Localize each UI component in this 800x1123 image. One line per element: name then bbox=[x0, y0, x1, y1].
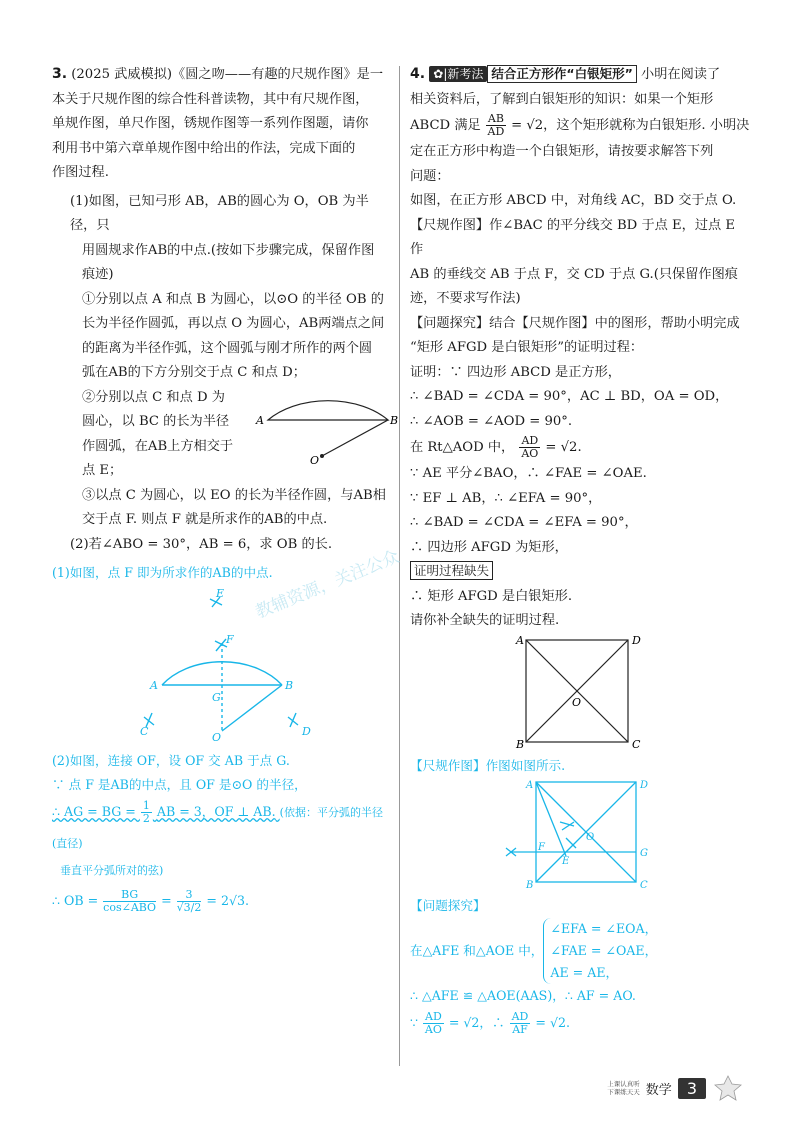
rt-text: 在 Rt△AOD 中， bbox=[410, 440, 515, 455]
q4-square-figure bbox=[410, 634, 750, 750]
watermark: 教辅资源，关注公众 bbox=[252, 546, 403, 623]
q4-proof-0: 证明：∵ 四边形 ABCD 是正方形， bbox=[410, 364, 621, 380]
right-column bbox=[410, 62, 750, 1038]
q4-line-2 bbox=[410, 112, 750, 140]
basis-note-2: 垂直平分弧所对的弦) bbox=[60, 864, 164, 877]
ans-label-d: D bbox=[302, 725, 311, 738]
q4-ans-construct bbox=[410, 754, 750, 778]
q3-step-2: 的距离为半径作弧，这个圆弧与刚才所作的两个圆 bbox=[82, 340, 373, 356]
fig-label-b: B bbox=[390, 413, 399, 427]
q3-answer-2-2: ∵ 点 F 是AB的中点，且 OF 是⊙O 的半径， bbox=[52, 777, 307, 792]
final-frac-2 bbox=[510, 1011, 531, 1036]
q4-end-1: 请你补全缺失的证明过程. bbox=[410, 613, 560, 628]
ag-text: ∴ AG = BG = bbox=[52, 804, 136, 819]
fig-label-a: A bbox=[256, 413, 264, 427]
q4-line-6: 如图，在正方形 ABCD 中，对角线 AC，BD 交于点 O. bbox=[410, 193, 737, 208]
ans4-label-e: E bbox=[562, 855, 570, 867]
because-sym: ∵ bbox=[410, 1014, 419, 1030]
ans-label-a: A bbox=[150, 679, 158, 692]
sq-label-d: D bbox=[632, 633, 641, 647]
sq-label-o: O bbox=[572, 695, 582, 709]
ans4-label-d: D bbox=[640, 779, 649, 791]
q3-step-0: ①分别以点 A 和点 B 为圆心，以⊙O 的半径 OB 的 bbox=[82, 291, 384, 307]
q4-head bbox=[410, 62, 750, 88]
q4-ans-final bbox=[410, 1008, 750, 1038]
q4-ans-explore: 【问题探究】 bbox=[410, 897, 486, 913]
q3-answer-figure bbox=[112, 585, 332, 745]
ans-label-f: F bbox=[226, 633, 234, 646]
q3-line-0: (2025 武威模拟)《圆之吻——有趣的尺规作图》是一 bbox=[71, 67, 384, 82]
q3-part1-1: 用圆规求作AB的中点.(按如下步骤完成，保留作图 bbox=[82, 242, 375, 258]
q4-line-3: = √2，这个矩形就称为白银矩形. 小明决 bbox=[511, 118, 750, 133]
left-column bbox=[52, 62, 399, 914]
q4-explore-1: “矩形 AFGD 是白银矩形”的证明过程： bbox=[410, 340, 644, 355]
final-ao: AO bbox=[424, 1022, 442, 1036]
ratio-num: AB bbox=[487, 112, 504, 125]
ob-den: cos∠ABO bbox=[103, 901, 157, 914]
q3-step-4: ②分别以点 C 和点 D 为 bbox=[82, 389, 225, 405]
q3-part1-0: (1)如图，已知弓形 AB，AB的圆心为 O，OB 为半径，只 bbox=[70, 193, 369, 233]
ans4-label-g: G bbox=[640, 847, 648, 859]
missing-proof-row bbox=[410, 560, 750, 585]
q3-answer-2-4 bbox=[52, 889, 392, 914]
ans4-label-b: B bbox=[526, 879, 534, 890]
q4-explore-0: 【问题探究】结合【尺规作图】中的图形，帮助小明完成 bbox=[410, 315, 740, 331]
q3-step-9: 交于点 F. 则点 F 就是所求作的AB的中点. bbox=[82, 512, 328, 527]
ob-frac2 bbox=[177, 889, 202, 914]
q3-answer-1: (1)如图，点 F 即为所求作的AB的中点. bbox=[52, 565, 273, 580]
q4-answer-figure bbox=[410, 778, 750, 890]
ao-den: AO bbox=[521, 447, 539, 460]
slogan-line-1: 上课认真听 bbox=[607, 1080, 640, 1088]
ratio-den: AD bbox=[487, 125, 505, 138]
q3-step-6: 作圆弧，在AB上方相交于 bbox=[82, 438, 234, 454]
ans4-label-f: F bbox=[538, 841, 545, 853]
q3-step-3: 弧在AB的下方分别交于点 C 和点 D； bbox=[82, 365, 306, 380]
q4-line-1: 相关资料后，了解到白银矩形的知识：如果一个矩形 bbox=[410, 91, 714, 107]
q4-proof-6: ∵ EF ⊥ AB，∴ ∠EFA = 90°， bbox=[410, 490, 602, 506]
q4-construct-0: 【尺规作图】作∠BAC 的平分线交 BD 于点 E，过点 E 作 bbox=[410, 217, 736, 257]
page-footer bbox=[607, 1075, 744, 1101]
fig-label-o: O bbox=[310, 453, 320, 467]
star-logo-icon bbox=[712, 1075, 744, 1101]
final-af: AF bbox=[512, 1022, 528, 1036]
q4-abcd: ABCD 满足 bbox=[410, 118, 481, 133]
q3-step-7: 点 E； bbox=[82, 463, 123, 478]
final-mid: = √2，∴ bbox=[448, 1014, 505, 1030]
ob-frac bbox=[103, 889, 156, 914]
cond-angle-efa: ∠EFA = ∠EOA， bbox=[550, 920, 658, 936]
q3-intro bbox=[52, 62, 392, 88]
q3-step-8: ③以点 C 为圆心，以 EO 的长为半径作圆，与AB相 bbox=[82, 487, 386, 503]
q4-number: 4. bbox=[410, 66, 426, 82]
ob-num: BG bbox=[103, 889, 156, 902]
q4-title-tag: 结合正方形作“白银矩形” bbox=[487, 65, 636, 83]
in-triangles-text: 在△AFE 和△AOE 中， bbox=[410, 942, 544, 958]
half-num: 1 bbox=[142, 799, 150, 812]
brace-conditions bbox=[543, 918, 657, 984]
slogan-line-2: 下课练天天 bbox=[607, 1088, 640, 1096]
sq-label-c: C bbox=[632, 737, 641, 750]
ob-result: = 2√3. bbox=[206, 893, 250, 908]
q3-part2: (2)若∠ABO = 30°，AB = 6，求 OB 的长. bbox=[70, 536, 333, 552]
q4-proof-8: ∴ 四边形 AFGD 为矩形， bbox=[410, 539, 568, 555]
q3-segment-figure bbox=[252, 380, 402, 470]
ans-label-g: G bbox=[212, 691, 221, 704]
ob-num2: 3 bbox=[177, 889, 202, 902]
page-number: 3 bbox=[678, 1078, 706, 1099]
sq-label-b: B bbox=[516, 737, 525, 750]
q3-part1-2: 痕迹) bbox=[82, 267, 114, 282]
final-ad-2: AD bbox=[511, 1009, 529, 1023]
ans4-label-o: O bbox=[586, 831, 595, 843]
ans-label-o: O bbox=[212, 731, 222, 744]
ans-label-b: B bbox=[285, 679, 294, 692]
ans4-label-a: A bbox=[526, 779, 534, 791]
ratio-frac bbox=[486, 113, 506, 138]
footer-slogan bbox=[607, 1080, 640, 1096]
q4-proof-3 bbox=[410, 434, 750, 462]
cond-angle-fae: ∠FAE = ∠OAE， bbox=[550, 942, 658, 958]
q3-answer-2-1: (2)如图，连接 OF，设 OF 交 AB 于点 G. bbox=[52, 753, 290, 768]
ag-text-b: AB = 3，OF ⊥ AB. bbox=[156, 804, 276, 819]
ob-den2: √3/2 bbox=[176, 901, 202, 914]
ans-label-c: C bbox=[140, 725, 149, 738]
q4-ans-cong: ∴ △AFE ≌ △AOE(AAS)，∴ AF = AO. bbox=[410, 987, 636, 1003]
final-ad-1: AD bbox=[425, 1009, 442, 1023]
ob-eq: = bbox=[161, 893, 172, 908]
q4-end-0: ∴ 矩形 AFGD 是白银矩形. bbox=[410, 588, 573, 604]
q4-construct-1: AB 的垂线交 AB 于点 F，交 CD 于点 G.(只保留作图痕 bbox=[410, 266, 738, 282]
sq-label-a: A bbox=[516, 633, 524, 647]
ad-ao-frac bbox=[519, 435, 540, 460]
q4-proof-1: ∴ ∠BAD = ∠CDA = 90°，AC ⊥ BD，OA = OD， bbox=[410, 389, 729, 404]
q3-line-1: 本关于尺规作图的综合性科普读物，其中有尺规作图， bbox=[52, 91, 369, 107]
q4-line-5: 问题： bbox=[410, 168, 450, 184]
construct-tag: 【尺规作图】 bbox=[410, 757, 486, 773]
q3-line-4: 作图过程. bbox=[52, 165, 109, 180]
q4-proof-7: ∴ ∠BAD = ∠CDA = ∠EFA = 90°， bbox=[410, 515, 638, 530]
q4-line-4: 定在正方形中构造一个白银矩形，请按要求解答下列 bbox=[410, 144, 714, 159]
ob-text: ∴ OB = bbox=[52, 893, 99, 908]
ad-num: AD bbox=[521, 434, 539, 447]
q4-ans-brace-block bbox=[410, 918, 750, 984]
cond-side-ae: AE = AE， bbox=[550, 964, 619, 980]
q3-step2-block bbox=[52, 386, 399, 484]
half-den: 2 bbox=[142, 812, 150, 825]
q4-proof-2: ∴ ∠AOB = ∠AOD = 90°. bbox=[410, 413, 573, 429]
missing-proof-box: 证明过程缺失 bbox=[410, 561, 493, 580]
basis-note-1: (依据：平分弧的半径(直径) bbox=[52, 806, 383, 850]
q4-line-0: 小明在阅读了 bbox=[641, 67, 721, 82]
ans4-label-c: C bbox=[640, 879, 648, 890]
final-frac-1 bbox=[423, 1011, 444, 1036]
rt-eq: = √2. bbox=[545, 440, 582, 455]
footer-subject: 数学 bbox=[645, 1082, 672, 1098]
q3-step-1: 长为半径作圆弧，再以点 O 为圆心，AB两端点之间 bbox=[82, 316, 385, 331]
ans-label-e: E bbox=[216, 587, 225, 600]
ag-eq bbox=[52, 799, 280, 825]
q3-number: 3. bbox=[52, 66, 68, 82]
q3-line-3: 利用书中第六章单规作图中给出的作法，完成下面的 bbox=[52, 140, 356, 156]
final-end: = √2. bbox=[535, 1014, 570, 1030]
q4-construct-2: 迹，不要求写作法) bbox=[410, 291, 521, 306]
half-frac bbox=[141, 800, 152, 825]
q4-proof-5: ∵ AE 平分∠BAO，∴ ∠FAE = ∠OAE. bbox=[410, 466, 647, 481]
q3-step-5: 圆心，以 BC 的长为半径 bbox=[82, 414, 230, 429]
construct-text: 作图如图所示. bbox=[485, 757, 566, 773]
q3-answer-2-3 bbox=[52, 797, 392, 859]
q3-line-2: 单规作图，单尺作图，锈规作图等一系列作图题，请你 bbox=[52, 116, 369, 131]
new-method-tag: ✿|新考法 bbox=[429, 66, 487, 82]
